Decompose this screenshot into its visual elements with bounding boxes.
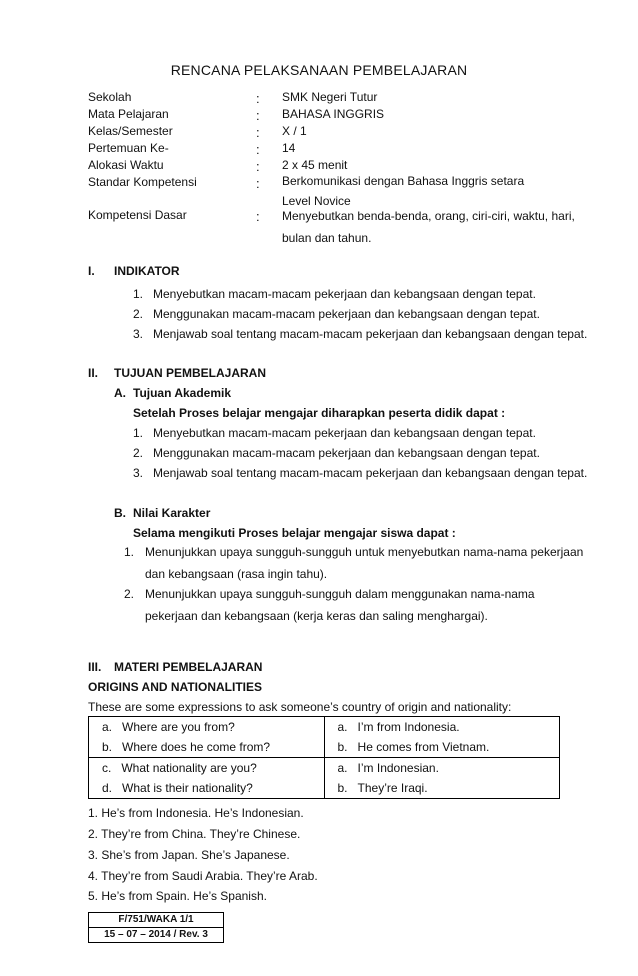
line-text: What nationality are you? (121, 761, 257, 775)
section-heading-indikator: INDIKATOR (114, 264, 180, 278)
list-item: Menggunakan macam-macam pekerjaan dan kebangsaan dengan tepat. (153, 446, 540, 460)
list-item-number: 1. (133, 287, 144, 301)
line-letter: a. (102, 720, 113, 734)
table-cell (324, 717, 560, 758)
subsection-letter: A. (114, 386, 126, 400)
table-cell-line (89, 737, 324, 757)
info-colon: : (256, 176, 260, 191)
info-value-sekolah: SMK Negeri Tutur (282, 90, 378, 104)
info-value-pertemuan: 14 (282, 141, 296, 155)
info-label-mata-pelajaran: Mata Pelajaran (88, 107, 169, 121)
list-item: Menyebutkan macam-macam pekerjaan dan kebangsaan dengan tepat. (153, 426, 536, 440)
list-item-number: 3. (133, 327, 144, 341)
subsection-intro: Selama mengikuti Proses belajar mengajar siswa dapat : (133, 526, 456, 540)
line-letter: a. (337, 761, 348, 775)
expressions-table (88, 716, 560, 799)
list-item: Menggunakan macam-macam pekerjaan dan kebangsaan dengan tepat. (153, 307, 540, 321)
example-sentence: 2. They’re from China. They’re Chinese. (88, 827, 301, 841)
line-text: Where does he come from? (122, 740, 271, 754)
table-cell-line (89, 717, 324, 737)
line-letter: b. (102, 740, 113, 754)
info-label-sekolah: Sekolah (88, 90, 132, 104)
subsection-heading-akademik: Tujuan Akademik (133, 386, 232, 400)
info-label-kompetensi-dasar: Kompetensi Dasar (88, 208, 187, 222)
info-label-standar-kompetensi: Standar Kompetensi (88, 175, 197, 189)
document-title: RENCANA PELAKSANAAN PEMBELAJARAN (170, 62, 468, 78)
line-letter: c. (102, 761, 112, 775)
info-value-standar-kompetensi: Berkomunikasi dengan Bahasa Inggris setara Level Novice (282, 174, 525, 208)
info-label-kelas-semester: Kelas/Semester (88, 124, 173, 138)
info-value-alokasi-waktu: 2 x 45 menit (282, 158, 348, 172)
line-text: What is their nationality? (122, 781, 253, 795)
table-cell-line (325, 737, 560, 757)
line-text: He comes from Vietnam. (357, 740, 490, 754)
info-value-kelas-semester: X / 1 (282, 124, 307, 138)
list-item: Menjawab soal tentang macam-macam pekerjaan dan kebangsaan dengan tepat. (153, 466, 588, 480)
table-cell-line (89, 758, 324, 778)
table-cell-line (325, 717, 560, 737)
section-heading-tujuan: TUJUAN PEMBELAJARAN (114, 366, 267, 380)
table-row (89, 758, 560, 799)
info-value-mata-pelajaran: BAHASA INGGRIS (282, 107, 385, 121)
list-item-number: 2. (133, 446, 144, 460)
section-heading-materi: MATERI PEMBELAJARAN (114, 660, 263, 674)
example-sentence: 3. She’s from Japan. She’s Japanese. (88, 848, 290, 862)
line-letter: b. (337, 781, 348, 795)
info-colon: : (256, 142, 260, 157)
example-sentence: 4. They’re from Saudi Arabia. They’re Arab. (88, 869, 318, 883)
info-label-pertemuan: Pertemuan Ke- (88, 141, 169, 155)
form-code: F/751/WAKA 1/1 (118, 914, 194, 925)
list-item-number: 1. (124, 545, 135, 559)
example-sentence: 5. He’s from Spain. He’s Spanish. (88, 889, 267, 903)
info-value-kompetensi-dasar: Menyebutkan benda-benda, orang, ciri-ciri, waktu, hari, bulan dan tahun. (282, 209, 575, 245)
line-letter: d. (102, 781, 113, 795)
section-numeral: III. (88, 660, 102, 674)
table-cell (324, 758, 560, 799)
list-item-number: 2. (133, 307, 144, 321)
line-letter: a. (337, 720, 348, 734)
line-text: I’m from Indonesia. (357, 720, 460, 734)
form-revision: 15 – 07 – 2014 / Rev. 3 (89, 927, 223, 942)
list-item: Menunjukkan upaya sungguh-sungguh dalam menggunakan nama-nama pekerjaan dan kebangsaan (kerja keras dan saling menghargai). (145, 587, 535, 623)
subsection-letter: B. (114, 506, 126, 520)
line-text: Where are you from? (122, 720, 235, 734)
form-code-box (88, 912, 224, 943)
line-text: They’re Iraqi. (357, 781, 428, 795)
list-item: Menyebutkan macam-macam pekerjaan dan kebangsaan dengan tepat. (153, 287, 536, 301)
section-numeral: II. (88, 366, 99, 380)
table-cell (89, 717, 325, 758)
list-item: Menunjukkan upaya sungguh-sungguh untuk menyebutkan nama-nama pekerjaan dan kebangsaan (rasa ingin tahu). (145, 545, 584, 581)
info-colon: : (256, 108, 260, 123)
materi-subheading: ORIGINS AND NATIONALITIES (88, 680, 262, 694)
info-colon: : (256, 159, 260, 174)
list-item: Menjawab soal tentang macam-macam pekerjaan dan kebangsaan dengan tepat. (153, 327, 588, 341)
info-label-alokasi-waktu: Alokasi Waktu (88, 158, 164, 172)
info-colon: : (256, 125, 260, 140)
subsection-heading-nilai-karakter: Nilai Karakter (133, 506, 211, 520)
table-cell (89, 758, 325, 799)
table-cell-line (89, 778, 324, 798)
list-item-number: 1. (133, 426, 144, 440)
section-numeral: I. (88, 264, 95, 278)
list-item-number: 2. (124, 587, 135, 601)
materi-intro: These are some expressions to ask someone’s country of origin and nationality: (88, 700, 512, 714)
table-row (89, 717, 560, 758)
example-sentence: 1. He’s from Indonesia. He’s Indonesian. (88, 806, 304, 820)
table-cell-line (325, 778, 560, 798)
list-item-number: 3. (133, 466, 144, 480)
line-text: I’m Indonesian. (357, 761, 439, 775)
line-letter: b. (337, 740, 348, 754)
info-colon: : (256, 209, 260, 224)
subsection-intro: Setelah Proses belajar mengajar diharapkan peserta didik dapat : (133, 406, 506, 420)
info-colon: : (256, 91, 260, 106)
table-cell-line (325, 758, 560, 778)
